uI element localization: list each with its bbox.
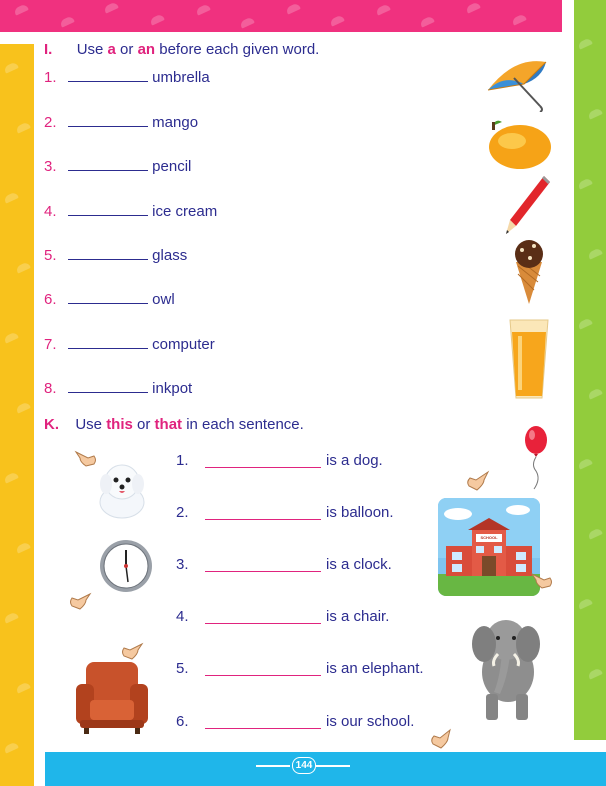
item-number: 4. (176, 608, 189, 625)
section-k-label: K. (44, 416, 59, 433)
section-k-instr-pre: Use (75, 416, 107, 433)
item-number: 6. (176, 713, 189, 730)
section-k-instr-this: this (106, 416, 133, 433)
section-i-instr-post: before each given word. (155, 41, 320, 58)
balloon-icon (518, 424, 552, 490)
item-number: 5. (44, 247, 57, 264)
sentence-text: is a chair. (326, 608, 390, 625)
answer-blank[interactable] (68, 392, 148, 393)
item-number: 2. (176, 504, 189, 521)
item-word: ice cream (152, 203, 218, 220)
item-number: 6. (44, 291, 57, 308)
section-i-instr-mid: or (115, 41, 138, 58)
answer-blank[interactable] (68, 81, 148, 82)
answer-blank[interactable] (205, 519, 321, 520)
item-word: pencil (152, 158, 192, 175)
school-building-icon (438, 498, 540, 596)
answer-blank[interactable] (68, 215, 148, 216)
answer-blank[interactable] (68, 259, 148, 260)
bottom-border-band (45, 752, 606, 786)
page-number-rule-right (316, 765, 350, 767)
item-number: 7. (44, 336, 57, 353)
sentence-text: is balloon. (326, 504, 394, 521)
section-k-heading (44, 416, 304, 433)
answer-blank[interactable] (68, 126, 148, 127)
elephant-icon (468, 614, 544, 724)
section-i-heading (44, 41, 319, 58)
item-word: computer (152, 336, 215, 353)
answer-blank[interactable] (205, 728, 321, 729)
item-number: 2. (44, 114, 57, 131)
school-sign: SCHOOL (480, 535, 498, 540)
item-number: 8. (44, 380, 57, 397)
item-word: owl (152, 291, 175, 308)
answer-blank[interactable] (68, 303, 148, 304)
item-word: umbrella (152, 69, 210, 86)
section-i-label: I. (44, 41, 53, 58)
pointing-hand-icon (68, 590, 92, 612)
page-number: 144 (292, 757, 316, 774)
answer-blank[interactable] (205, 571, 321, 572)
ice-cream-icon (510, 236, 548, 306)
left-border-band (0, 44, 34, 786)
item-number: 3. (176, 556, 189, 573)
school-picture (438, 498, 540, 596)
pointing-hand-icon (428, 728, 452, 750)
section-i-instr-an: an (137, 41, 156, 58)
puppy-icon (92, 458, 152, 520)
umbrella-icon (484, 54, 552, 112)
page-number-rule-left (256, 765, 290, 767)
section-k-instr-that: that (154, 416, 183, 433)
pencil-icon (504, 174, 552, 236)
answer-blank[interactable] (68, 170, 148, 171)
section-k-instr-post: in each sentence. (182, 416, 304, 433)
pointing-hand-icon (530, 570, 554, 592)
answer-blank[interactable] (205, 623, 321, 624)
armchair-icon (72, 658, 152, 736)
item-number: 4. (44, 203, 57, 220)
mango-icon (486, 116, 552, 172)
section-k-instr-mid: or (132, 416, 155, 433)
pointing-hand-icon (464, 470, 490, 492)
top-border-band (0, 0, 562, 32)
item-number: 3. (44, 158, 57, 175)
answer-blank[interactable] (68, 348, 148, 349)
item-word: glass (152, 247, 188, 264)
sentence-text: is a clock. (326, 556, 392, 573)
item-number: 1. (176, 452, 189, 469)
item-number: 1. (44, 69, 57, 86)
answer-blank[interactable] (205, 675, 321, 676)
sentence-text: is a dog. (326, 452, 383, 469)
glass-icon (508, 318, 550, 400)
sentence-text: is an elephant. (326, 660, 424, 677)
wall-clock-icon (98, 538, 154, 594)
section-i-instr-pre: Use (76, 41, 108, 58)
item-word: inkpot (152, 380, 193, 397)
section-i-instr-a: a (107, 41, 116, 58)
sentence-text: is our school. (326, 713, 415, 730)
answer-blank[interactable] (205, 467, 321, 468)
item-word: mango (152, 114, 199, 131)
right-border-band (574, 0, 606, 740)
item-number: 5. (176, 660, 189, 677)
